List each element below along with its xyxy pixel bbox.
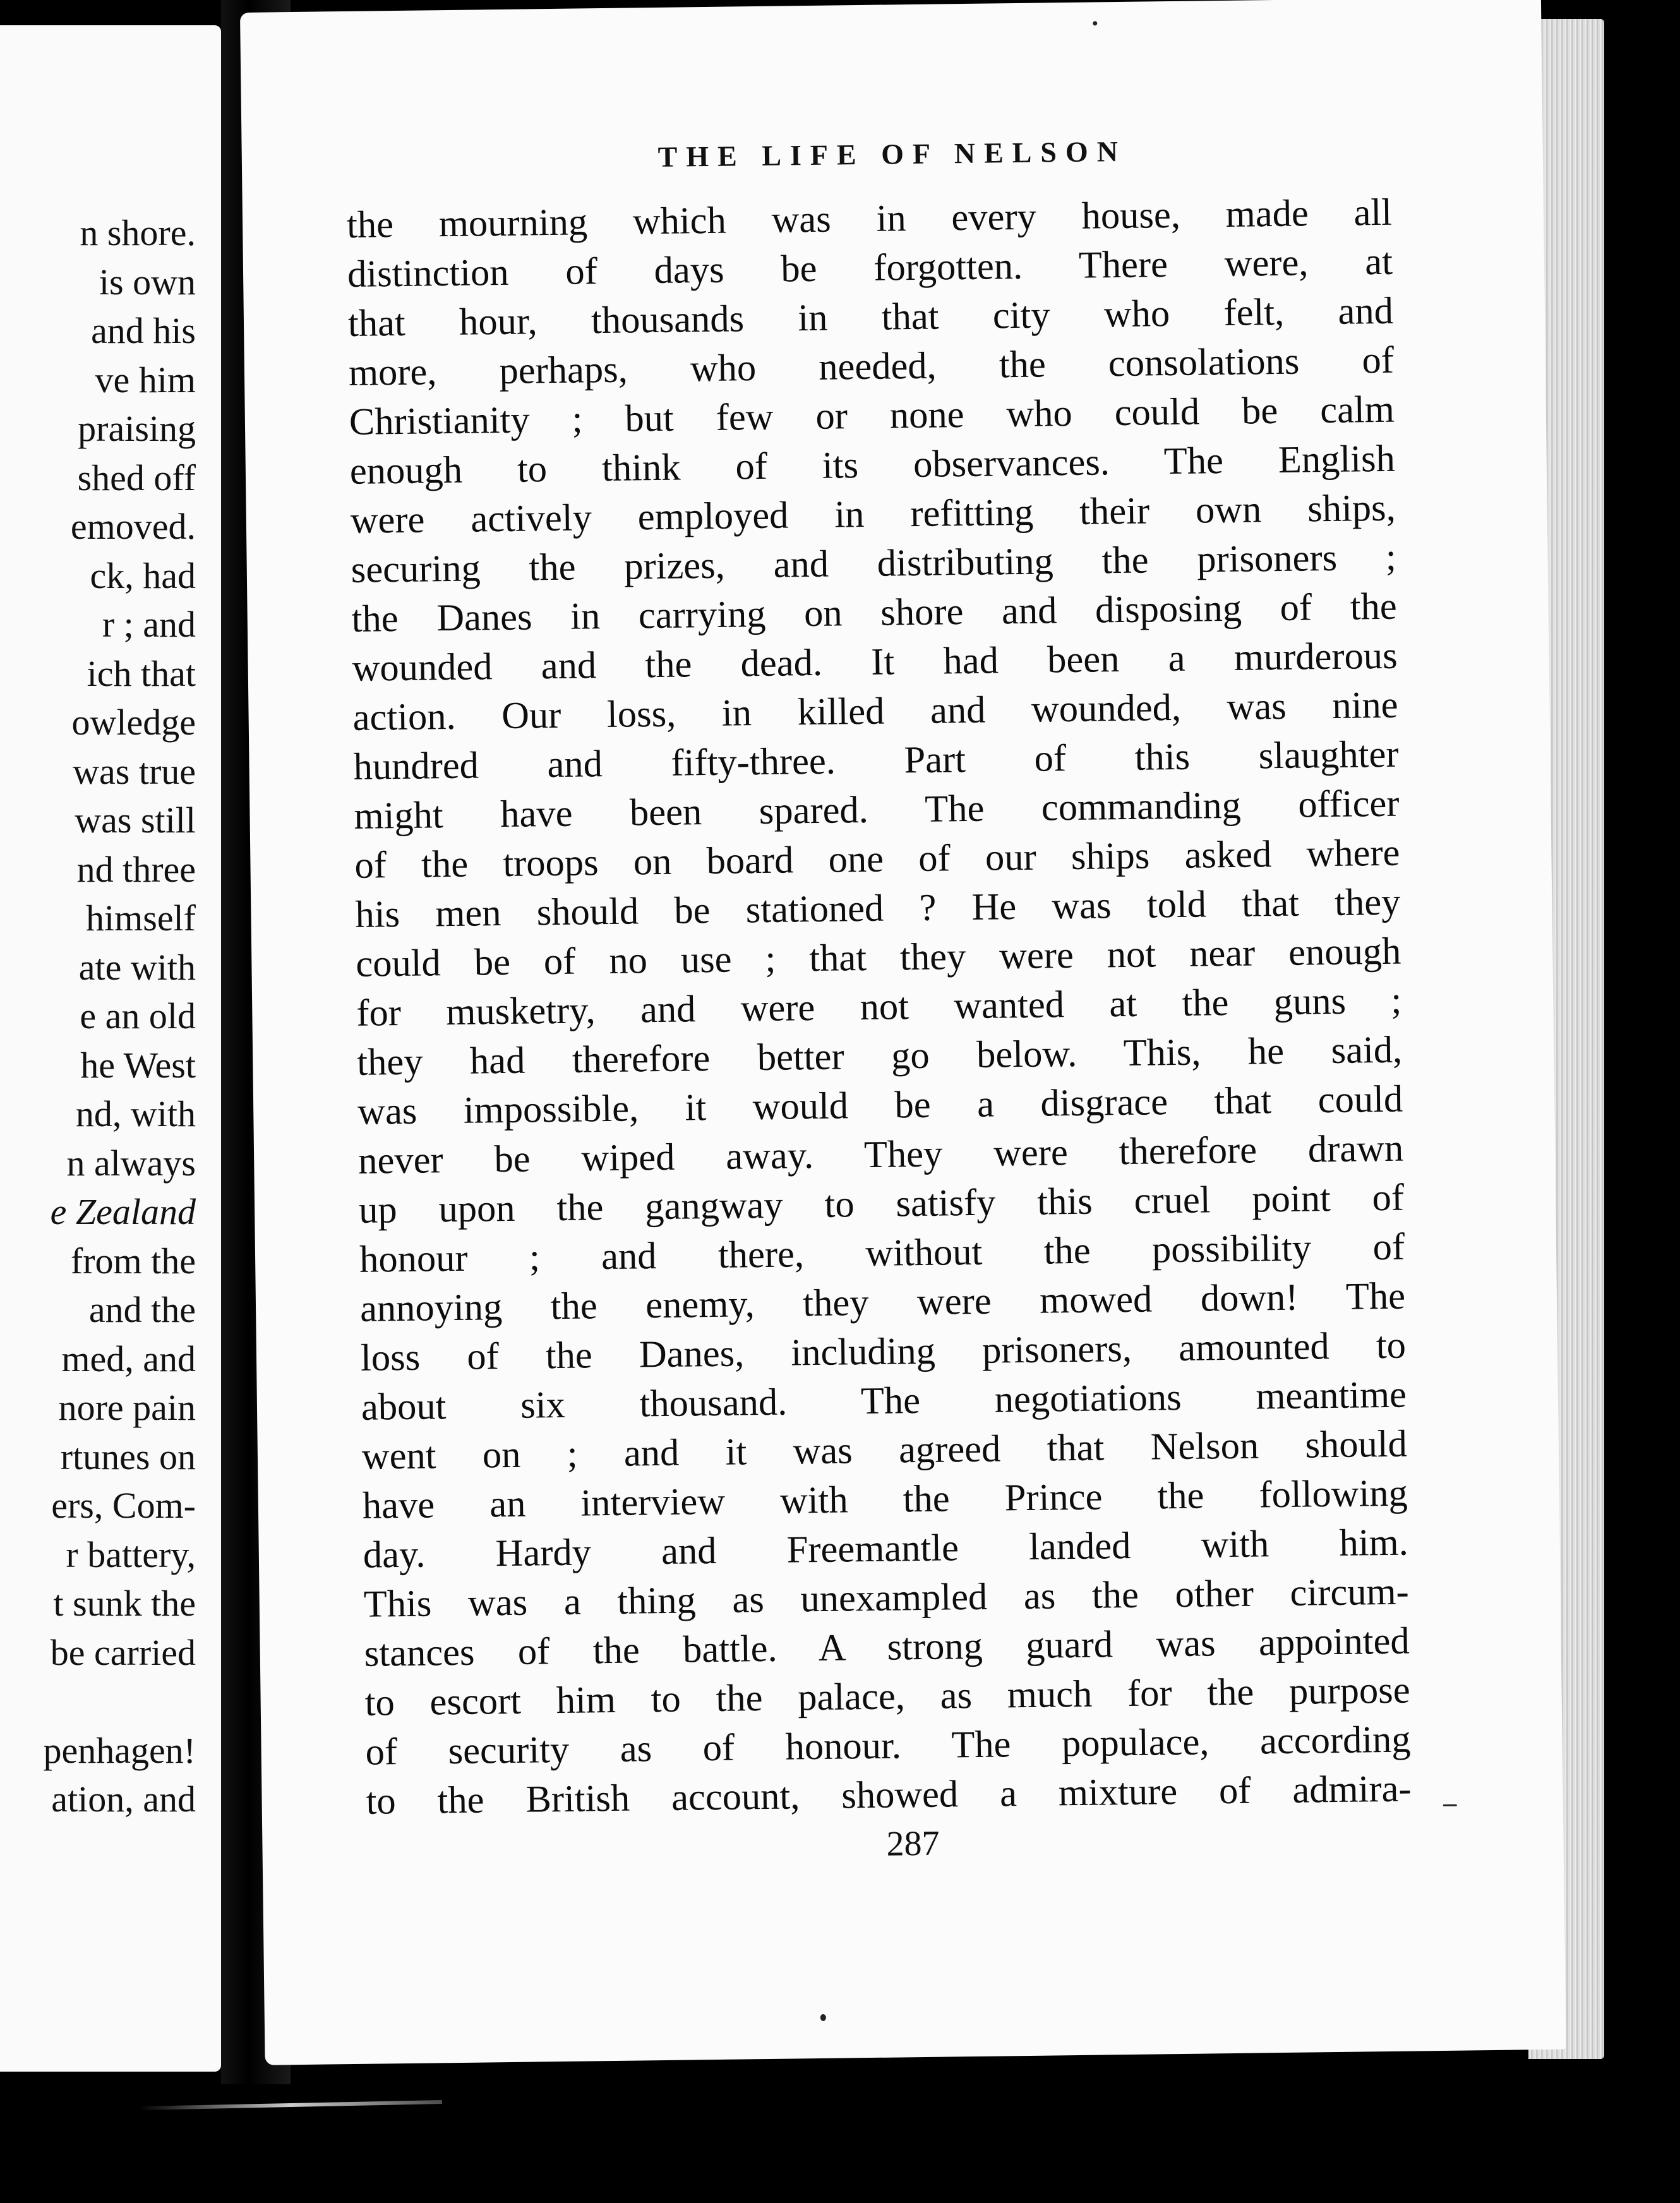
text-line: might have been spared. The commanding officer <box>354 782 1400 837</box>
left-line: e Zealand <box>50 1191 196 1232</box>
text-line: of security as of honour. The populace, according <box>365 1718 1411 1774</box>
text-line: Christianity ; but few or none who could be calm <box>349 388 1395 443</box>
text-line: hundred and fifty-three. Part of this slaughter <box>353 733 1399 788</box>
text-line: was impossible, it would be a disgrace that could <box>357 1077 1403 1133</box>
left-line: from the <box>70 1240 196 1282</box>
body-text <box>347 188 1412 1827</box>
left-line: t sunk the <box>53 1583 196 1624</box>
left-line: rtunes on <box>60 1436 196 1477</box>
left-line: ers, Com- <box>51 1485 196 1526</box>
ink-speck <box>820 2014 826 2021</box>
left-line: is own <box>99 261 196 303</box>
left-page <box>0 25 221 2072</box>
text-line: were actively employed in refitting their own ships, <box>350 486 1396 542</box>
left-line: shed off <box>77 457 196 498</box>
left-line: emoved. <box>70 506 196 547</box>
left-line: n shore. <box>80 212 196 253</box>
left-line: ve him <box>95 359 196 400</box>
text-line: honour ; and there, without the possibility of <box>359 1225 1405 1281</box>
left-line: nore pain <box>58 1387 196 1428</box>
left-line: e an old <box>80 995 196 1036</box>
text-line: to escort him to the palace, as much for the purpose <box>364 1669 1410 1724</box>
left-line: ck, had <box>90 555 196 596</box>
text-line: enough to think of its observances. The English <box>349 437 1396 493</box>
text-line: This was a thing as unexampled as the other circum- <box>363 1570 1410 1626</box>
text-line: never be wiped away. They were therefore drawn <box>357 1127 1404 1182</box>
ink-speck <box>1093 21 1097 25</box>
text-line: to the British account, showed a mixture of admira- <box>366 1767 1412 1823</box>
text-line: up upon the gangway to satisfy this cruel point of <box>358 1176 1405 1232</box>
text-line: could be of no use ; that they were not near enough <box>356 930 1401 985</box>
left-line: was still <box>75 800 196 841</box>
text-line: for musketry, and were not wanted at the guns ; <box>356 979 1402 1035</box>
left-line: himself <box>86 897 196 939</box>
text-line: annoying the enemy, they were mowed down! The <box>359 1275 1406 1330</box>
left-line: r battery, <box>66 1534 196 1575</box>
text-line: they had therefore better go below. This, he said, <box>356 1028 1403 1084</box>
text-line: of the troops on board one of our ships asked where <box>354 831 1400 887</box>
page-number: 287 <box>886 1823 940 1864</box>
left-line: nd, with <box>75 1093 196 1134</box>
running-head: THE LIFE OF NELSON <box>657 135 1127 173</box>
text-line: went on ; and it was agreed that Nelson should <box>361 1422 1408 1478</box>
text-line: stances of the battle. A strong guard was appointed <box>364 1619 1410 1675</box>
left-line: and the <box>88 1289 196 1330</box>
left-line: med, and <box>61 1338 196 1379</box>
text-line: loss of the Danes, including prisoners, amounted to <box>360 1324 1407 1379</box>
text-line: securing the prizes, and distributing the prisoners ; <box>351 536 1397 591</box>
left-line: praising <box>78 408 196 449</box>
text-line: the Danes in carrying on shore and disposing of the <box>351 585 1398 640</box>
text-line: his men should be stationed ? He was told that they <box>355 880 1401 936</box>
left-line: nd three <box>76 848 196 890</box>
text-line: wounded and the dead. It had been a murderous <box>352 634 1398 690</box>
left-line: ate with <box>78 946 196 988</box>
left-page-text <box>0 208 196 1824</box>
text-line: the mourning which was in every house, made all <box>346 191 1393 246</box>
left-line: r ; and <box>102 604 196 645</box>
ink-speck <box>1443 1804 1457 1806</box>
text-line: action. Our loss, in killed and wounded, was nine <box>352 683 1398 739</box>
left-line: was true <box>73 750 196 792</box>
light-streak <box>139 2100 442 2110</box>
text-line: have an interview with the Prince the following <box>362 1472 1408 1527</box>
left-line: he West <box>80 1044 196 1086</box>
left-line: and his <box>91 310 196 351</box>
text-line: more, perhaps, who needed, the consolations of <box>348 339 1395 394</box>
left-line: n always <box>66 1142 196 1184</box>
left-line <box>0 1677 196 1726</box>
left-line: ich that <box>87 652 196 694</box>
right-page <box>240 0 1566 2065</box>
left-line: be carried <box>50 1631 196 1673</box>
left-line: ation, and <box>51 1779 196 1820</box>
text-line: distinction of days be forgotten. There were, at <box>347 240 1393 296</box>
left-line: penhagen! <box>43 1729 196 1771</box>
text-line: about six thousand. The negotiations meantime <box>361 1373 1407 1429</box>
left-line: owledge <box>71 702 196 743</box>
text-line: day. Hardy and Freemantle landed with him. <box>363 1521 1409 1576</box>
text-line: that hour, thousands in that city who felt, and <box>347 289 1394 345</box>
